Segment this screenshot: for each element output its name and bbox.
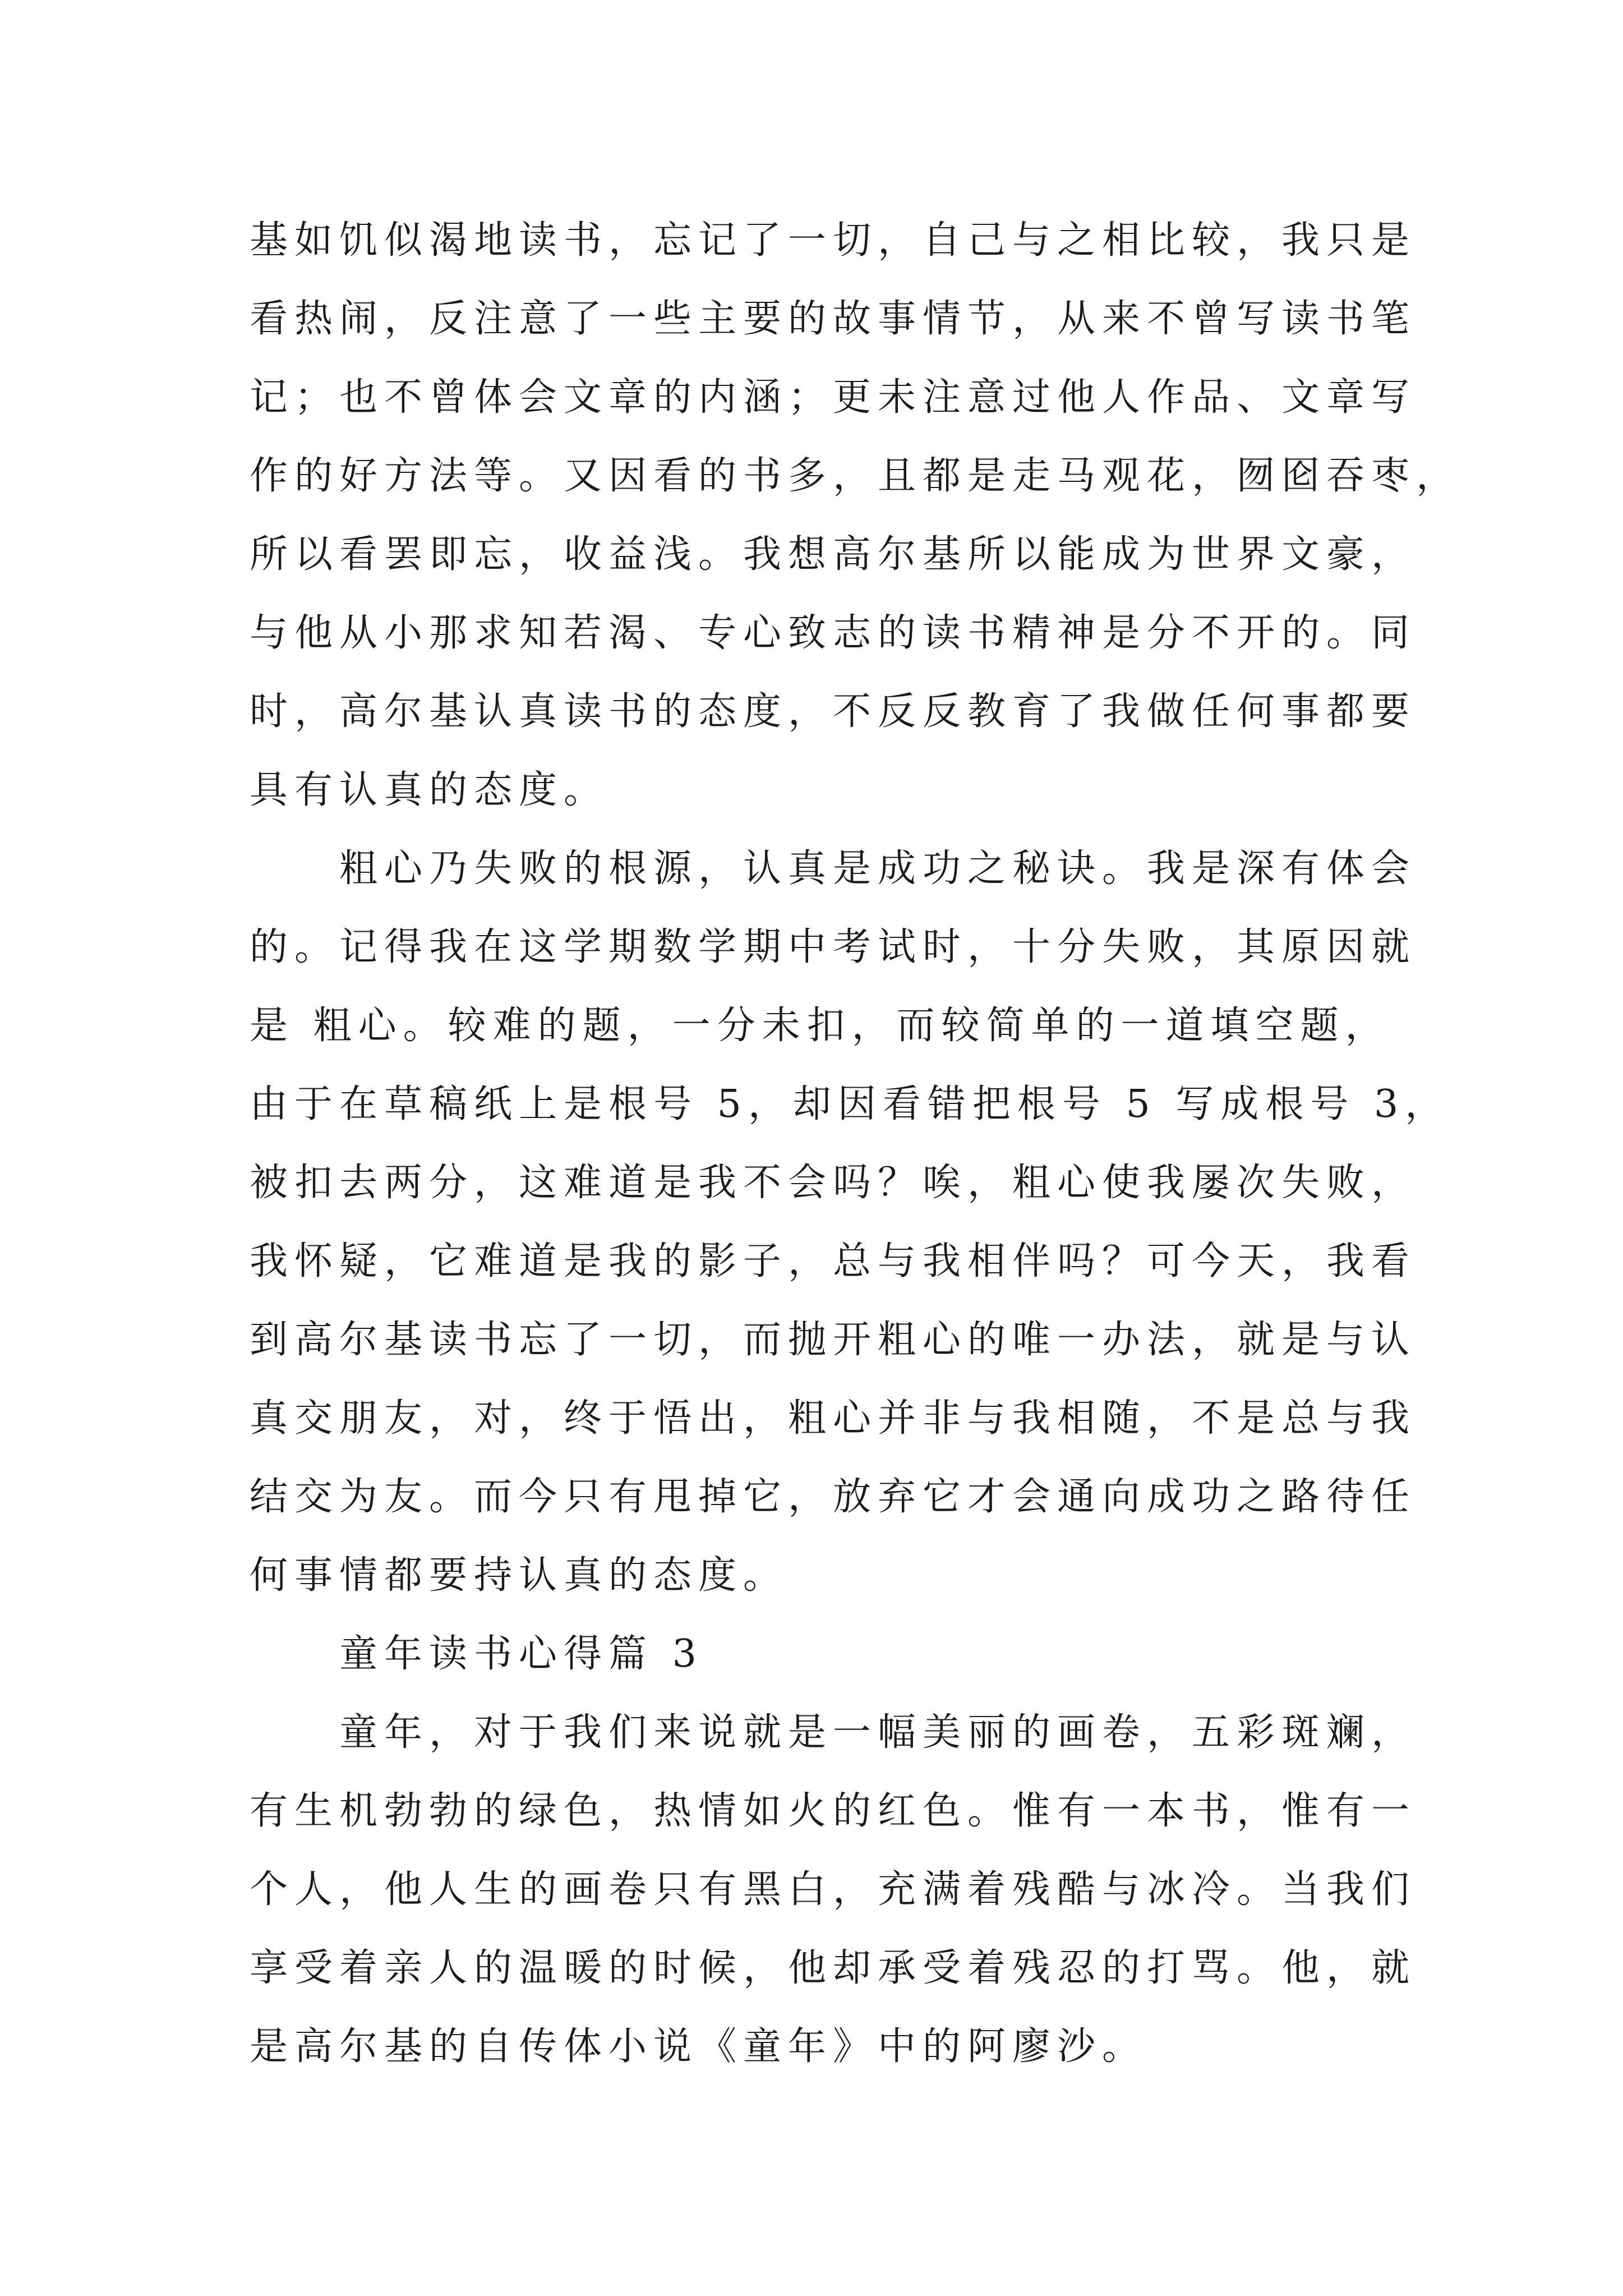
text-line: 时，高尔基认真读书的态度，不反反教育了我做任何事都要 xyxy=(250,689,1417,734)
text-line: 由于在草稿纸上是根号 5，却因看错把根号 5 写成根号 3， xyxy=(250,1082,1450,1126)
paragraph-start-line: 粗心乃失败的根源，认真是成功之秘诀。我是深有体会 xyxy=(339,846,1417,891)
text-line: 基如饥似渴地读书，忘记了一切，自己与之相比较，我只是 xyxy=(250,218,1417,263)
text-line: 所以看罢即忘，收益浅。我想高尔基所以能成为世界文豪， xyxy=(250,532,1417,577)
text-line: 与他从小那求知若渴、专心致志的读书精神是分不开的。同 xyxy=(250,611,1417,655)
text-line: 个人，他人生的画卷只有黑白，充满着残酷与冰冷。当我们 xyxy=(250,1867,1417,1912)
text-line: 作的好方法等。又因看的书多，且都是走马观花，囫囵吞枣， xyxy=(250,454,1461,498)
text-line: 有生机勃勃的绿色，热情如火的红色。惟有一本书，惟有一 xyxy=(250,1789,1417,1833)
section-heading: 童年读书心得篇 3 xyxy=(339,1632,703,1676)
text-line: 我怀疑，它难道是我的影子，总与我相伴吗？可今天，我看 xyxy=(250,1239,1417,1283)
text-line: 享受着亲人的温暖的时候，他却承受着残忍的打骂。他，就 xyxy=(250,1946,1417,1990)
paragraph-start-line: 童年，对于我们来说就是一幅美丽的画卷，五彩斑斓， xyxy=(339,1710,1417,1755)
text-line: 是 粗心。较难的题，一分未扣，而较简单的一道填空题， xyxy=(250,1004,1390,1048)
text-line: 的。记得我在这学期数学期中考试时，十分失败，其原因就 xyxy=(250,925,1417,969)
text-line: 是高尔基的自传体小说《童年》中的阿廖沙。 xyxy=(250,2024,1147,2069)
text-line: 被扣去两分，这难道是我不会吗？唉，粗心使我屡次失败， xyxy=(250,1161,1417,1205)
text-line: 看热闹，反注意了一些主要的故事情节，从来不曾写读书笔 xyxy=(250,297,1417,341)
text-line: 真交朋友，对，终于悟出，粗心并非与我相随，不是总与我 xyxy=(250,1396,1417,1441)
text-line: 何事情都要持认真的态度。 xyxy=(250,1553,789,1598)
text-line: 结交为友。而今只有甩掉它，放弃它才会通向成功之路待任 xyxy=(250,1475,1417,1519)
text-line: 到高尔基读书忘了一切，而抛开粗心的唯一办法，就是与认 xyxy=(250,1318,1417,1362)
text-line: 具有认真的态度。 xyxy=(250,768,609,812)
text-line: 记；也不曾体会文章的内涵；更未注意过他人作品、文章写 xyxy=(250,375,1417,420)
